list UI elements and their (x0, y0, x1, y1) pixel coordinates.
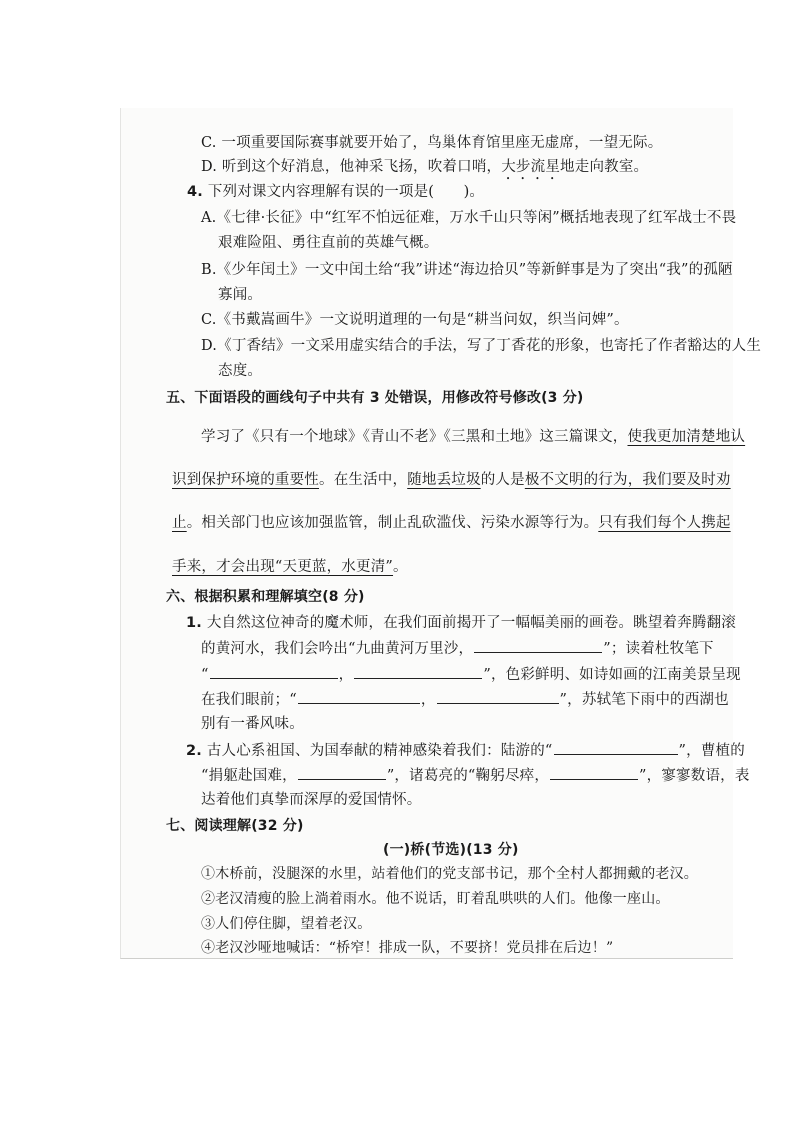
s6-q1-line2 (201, 638, 714, 659)
s6-q1-line3-quote: “ (201, 667, 209, 683)
s5-line2-underlined-1: 识到保护环境的重要性 (172, 472, 319, 488)
fill-blank[interactable] (354, 664, 482, 679)
s6-q2-line3: 达着他们真挚而深厚的爱国情怀。 (201, 792, 422, 808)
s5-line3-underlined-1: 止 (172, 515, 187, 531)
q4-option-b-line2: 寡闻。 (218, 287, 263, 303)
s5-line2-text-2: 的人是 (480, 472, 525, 488)
s6-q1-line4 (201, 689, 729, 710)
section-7-title: 七、阅读理解(32 分) (166, 818, 304, 834)
fill-blank[interactable] (298, 765, 386, 780)
s5-paragraph-line3 (172, 513, 731, 533)
section-6-title: 六、根据积累和理解填空(8 分) (166, 589, 365, 605)
s5-line1-underlined: 使我更加清楚地认 (627, 429, 746, 445)
q4-number: 4. (187, 184, 203, 200)
q4-option-a-line1: A.《七律·长征》中“红军不怕远征难，万水千山只等闲”概括地表现了红军战士不畏 (201, 210, 737, 226)
passage-paragraph-1: ①木桥前，没腿深的水里，站着他们的党支部书记，那个全村人都拥戴的老汉。 (201, 866, 698, 882)
q4-option-d-line1: D.《丁香结》一文采用虚实结合的手法，写了丁香花的形象，也寄托了作者豁达的人生 (201, 338, 762, 354)
s6-q1-line2-post: ”；读着杜牧笔下 (603, 641, 714, 657)
fill-blank[interactable] (437, 689, 559, 704)
fill-blank[interactable] (554, 740, 678, 755)
s5-paragraph-line2 (172, 470, 731, 490)
fill-blank[interactable] (210, 664, 338, 679)
q4-option-c: C.《书戴嵩画牛》一文说明道理的一句是“耕当问奴，织当问婢”。 (201, 312, 629, 328)
s5-line4-underlined: 手来，才会出现“天更蓝，水更清” (172, 559, 394, 575)
s5-line2-underlined-3: 极不文明的行为，我们要及时劝 (524, 472, 731, 488)
s5-line1-text: 学习了《只有一个地球》《青山不老》《三黑和土地》这三篇课文， (201, 429, 628, 445)
fill-blank[interactable] (474, 638, 602, 653)
s5-paragraph-line4 (172, 557, 408, 577)
s6-q2-line2-post: ”，寥寥数语，表 (639, 768, 750, 784)
s6-q1-line4-comma: ， (420, 692, 436, 708)
s6-q2-line1-post: ”，曹植的 (678, 743, 745, 759)
q3-option-d (201, 157, 648, 183)
s6-q1-line1-text: 大自然这位神奇的魔术师，在我们面前揭开了一幅幅美丽的画卷。眺望着奔腾翻滚 (206, 615, 737, 631)
q3-option-d-pre: D. 听到这个好消息，他神采飞扬，吹着口哨， (201, 159, 502, 175)
s6-q2-line1 (186, 740, 745, 761)
s5-line2-underlined-2: 随地丢垃圾 (407, 472, 481, 488)
s5-line3-underlined-2: 只有我们每个人携起 (598, 515, 731, 531)
s6-q1-line3-post: ”，色彩鲜明、如诗如画的江南美景呈现 (483, 667, 741, 683)
s6-q1-line2-text: 的黄河水，我们会吟出“九曲黄河万里沙， (201, 641, 474, 657)
s6-q1-line5: 别有一番风味。 (201, 716, 304, 732)
s6-q2-line2 (201, 765, 750, 786)
s6-q2-line2-mid: ”，诸葛亮的“鞠躬尽瘁， (386, 768, 550, 784)
q4-stem-text: 下列对课文内容理解有误的一项是( )。 (207, 184, 485, 200)
q3-option-c: C. 一项重要国际赛事就要开始了，鸟巢体育馆里座无虚席，一望无际。 (201, 135, 663, 151)
section-5-title: 五、下面语段的画线句子中共有 3 处错误，用修改符号修改(3 分) (166, 390, 584, 406)
s5-line3-text: 。相关部门也应该加强监管，制止乱砍滥伐、污染水源等行为。 (186, 515, 599, 531)
fill-blank[interactable] (298, 689, 420, 704)
q4-stem (187, 182, 484, 202)
s6-q2-line1-text: 古人心系祖国、为国奉献的精神感染着我们：陆游的“ (206, 743, 553, 759)
s6-q1-line3 (201, 664, 741, 685)
s5-paragraph-line1 (201, 427, 745, 447)
s5-line4-text: 。 (393, 559, 408, 575)
passage-paragraph-2: ②老汉清瘦的脸上淌着雨水。他不说话，盯着乱哄哄的人们。他像一座山。 (201, 891, 670, 907)
s6-q1-line3-comma: ， (338, 667, 354, 683)
s6-q1-number: 1. (186, 615, 202, 631)
q3-option-d-dotted: 大步流星 (501, 159, 561, 175)
q4-option-d-line2: 态度。 (218, 363, 263, 379)
q3-option-d-post: 地走向教室。 (560, 159, 649, 175)
s6-q1-line1 (186, 613, 736, 633)
passage-paragraph-3: ③人们停住脚，望着老汉。 (201, 916, 372, 932)
passage-paragraph-4: ④老汉沙哑地喊话：“桥窄！排成一队，不要挤！党员排在后边！” (201, 940, 614, 956)
s6-q1-line4-text: 在我们眼前；“ (201, 692, 297, 708)
q4-option-b-line1: B.《少年闰土》一文中闰土给“我”讲述“海边拾贝”等新鲜事是为了突出“我”的孤陋 (201, 262, 733, 278)
fill-blank[interactable] (550, 765, 638, 780)
s6-q2-number: 2. (186, 743, 202, 759)
q4-option-a-line2: 艰难险阻、勇往直前的英雄气概。 (218, 235, 439, 251)
s6-q2-line2-text: “捐躯赴国难， (201, 768, 297, 784)
reading-passage-title: (一)桥(节选)(13 分) (383, 842, 519, 858)
s6-q1-line4-post: ”，苏轼笔下雨中的西湖也 (559, 692, 729, 708)
s5-line2-text-1: 。在生活中， (319, 472, 408, 488)
